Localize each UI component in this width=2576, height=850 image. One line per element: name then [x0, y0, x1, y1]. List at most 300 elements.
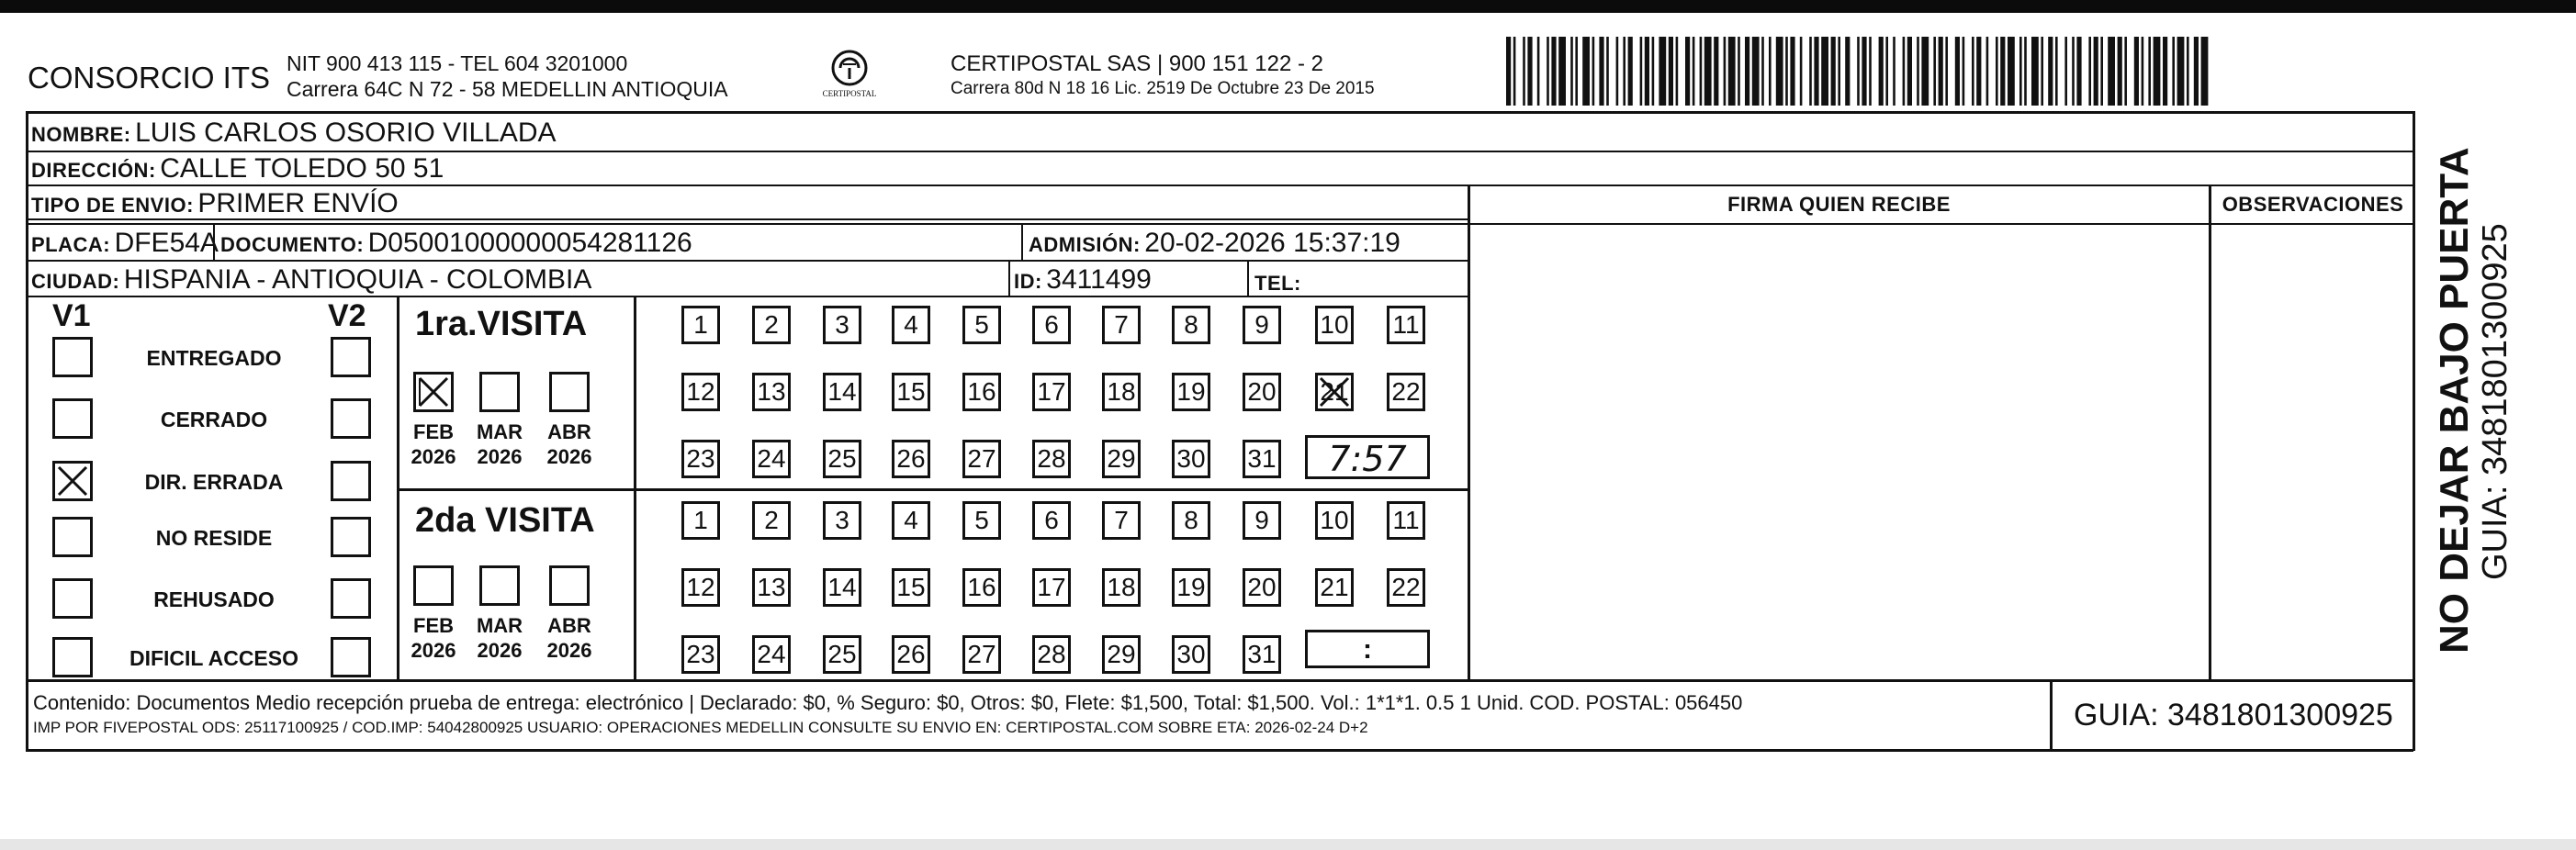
v2-checkbox[interactable] — [331, 637, 371, 677]
day-box[interactable] — [752, 501, 791, 540]
month-name: MAR — [476, 614, 523, 637]
barcode-bar — [2100, 37, 2103, 106]
barcode-bar — [1814, 37, 1818, 106]
nombre-value: LUIS CARLOS OSORIO VILLADA — [135, 117, 557, 148]
barcode-bar — [2072, 37, 2075, 106]
day-box[interactable] — [1172, 501, 1210, 540]
day-box[interactable] — [681, 306, 720, 344]
frame-top — [26, 111, 2413, 114]
v1-checkbox[interactable] — [52, 517, 93, 557]
barcode-bar — [1728, 37, 1736, 106]
day-number: 3 — [835, 506, 849, 534]
barcode-bar — [1963, 37, 1965, 106]
barcode-bar — [1939, 37, 1943, 106]
ciudad-label: CIUDAD: — [31, 270, 120, 293]
top-scan-band — [0, 0, 2576, 13]
month-checkbox[interactable] — [413, 372, 454, 412]
day-box[interactable] — [823, 635, 861, 674]
visit2-time-box[interactable] — [1305, 630, 1430, 668]
day-box[interactable] — [1387, 501, 1425, 540]
day-box[interactable] — [892, 306, 930, 344]
v2-checkbox[interactable] — [331, 337, 371, 377]
day-number: 6 — [1044, 506, 1059, 534]
day-number: 10 — [1320, 310, 1349, 339]
barcode-bar — [1558, 37, 1566, 106]
status-label: DIFICIL ACCESO — [129, 646, 298, 670]
day-box[interactable] — [752, 306, 791, 344]
barcode-bar — [1955, 37, 1960, 106]
barcode-bar — [1831, 37, 1836, 106]
barcode-bar — [1506, 37, 1511, 106]
day-number: 27 — [967, 640, 996, 668]
barcode-bar — [1893, 37, 1895, 106]
day-box[interactable] — [1032, 568, 1071, 607]
carrier-name: CERTIPOSTAL SAS | 900 151 122 - 2 — [951, 51, 1323, 76]
day-box[interactable] — [1102, 440, 1141, 478]
barcode-bar — [1921, 37, 1929, 106]
day-box[interactable] — [823, 373, 861, 411]
day-box[interactable] — [823, 440, 861, 478]
placa-cell — [31, 228, 219, 259]
barcode-bar — [1527, 37, 1532, 106]
month-name: ABR — [547, 614, 591, 637]
barcode-bar — [1616, 37, 1619, 106]
row-line — [26, 185, 2413, 186]
direccion-row — [31, 153, 444, 185]
barcode-bar — [1523, 37, 1525, 106]
company-address: Carrera 64C N 72 - 58 MEDELLIN ANTIOQUIA — [287, 77, 728, 101]
barcode-bar — [2187, 37, 2189, 106]
day-box[interactable] — [1243, 568, 1281, 607]
barcode-bar — [1838, 37, 1840, 106]
day-box[interactable] — [892, 373, 930, 411]
day-number: 14 — [827, 573, 857, 601]
day-box[interactable] — [1315, 501, 1354, 540]
day-number: 8 — [1184, 506, 1198, 534]
day-box[interactable] — [1172, 440, 1210, 478]
day-number: 6 — [1044, 310, 1059, 339]
barcode-bar — [1652, 37, 1655, 106]
barcode-bar — [1785, 37, 1788, 106]
day-number: 7 — [1114, 506, 1129, 534]
status-label: CERRADO — [160, 408, 268, 431]
v1-checkbox[interactable] — [52, 578, 93, 619]
barcode-bar — [2041, 37, 2043, 106]
month-year: 2026 — [477, 639, 523, 662]
barcode-bar — [1776, 37, 1783, 106]
day-box[interactable] — [823, 568, 861, 607]
barcode-bar — [1659, 37, 1666, 106]
day-number: 28 — [1037, 640, 1066, 668]
day-number: 16 — [967, 573, 996, 601]
day-box[interactable] — [1032, 373, 1071, 411]
barcode-bar — [1645, 37, 1649, 106]
barcode-bar — [1761, 37, 1764, 106]
barcode-bar — [2148, 37, 2151, 106]
footer-contenido: Contenido: Documentos Medio recepción prueba de entrega: electrónico | Declarado: $0, % Seguro: $0, Otros: $0, Flete: $1,500, Total: $1,500. Vol.: 1*1*1. 0.5 1 Unid. COD. POSTAL: 056450 — [33, 691, 1743, 714]
barcode-bar — [1738, 37, 1740, 106]
day-box[interactable] — [1315, 568, 1354, 607]
month-name: FEB — [413, 614, 454, 637]
day-box[interactable] — [1172, 373, 1210, 411]
barcode-bar — [2108, 37, 2115, 106]
day-number: 12 — [686, 573, 715, 601]
barcode — [1506, 37, 2213, 106]
direccion-label: DIRECCIÓN: — [31, 159, 156, 182]
day-box[interactable] — [892, 568, 930, 607]
day-box[interactable] — [962, 373, 1001, 411]
barcode-bar — [2118, 37, 2122, 106]
side-guia: GUIA: 3481801300925 — [2476, 223, 2514, 580]
barcode-bar — [2124, 37, 2127, 106]
v2-checkbox[interactable] — [331, 398, 371, 439]
v1-checkbox[interactable] — [52, 337, 93, 377]
split-admision — [1021, 223, 1023, 260]
day-box[interactable] — [1172, 306, 1210, 344]
split-tel — [1247, 260, 1249, 296]
v1-checkbox[interactable] — [52, 398, 93, 439]
barcode-bar — [1972, 37, 1974, 106]
col-line-obs — [2209, 186, 2211, 680]
day-box[interactable] — [681, 440, 720, 478]
day-number: 14 — [827, 377, 857, 406]
day-box[interactable] — [823, 306, 861, 344]
day-number: 31 — [1247, 444, 1277, 473]
day-number: 1 — [693, 506, 708, 534]
visit1-title: 1ra.VISITA — [415, 305, 588, 343]
day-box[interactable] — [1387, 568, 1425, 607]
barcode-bar — [1669, 37, 1673, 106]
footer-guia: GUIA: 3481801300925 — [2074, 698, 2393, 733]
day-number: 26 — [896, 640, 926, 668]
barcode-bar — [2019, 37, 2022, 106]
month-label — [542, 613, 597, 663]
barcode-bar — [2076, 37, 2081, 106]
month-checkbox[interactable] — [549, 372, 590, 412]
month-label — [406, 419, 461, 469]
day-box[interactable] — [892, 501, 930, 540]
day-box[interactable] — [823, 501, 861, 540]
barcode-bar — [2154, 37, 2161, 106]
day-box[interactable] — [962, 635, 1001, 674]
barcode-bar — [2008, 37, 2015, 106]
barcode-bar — [1513, 37, 1516, 106]
status-label: ENTREGADO — [146, 346, 282, 370]
day-number: 29 — [1107, 444, 1136, 473]
barcode-bar — [1879, 37, 1884, 106]
barcode-bar — [1986, 37, 1989, 106]
day-box[interactable] — [1102, 306, 1141, 344]
day-number: 27 — [967, 444, 996, 473]
barcode-bar — [1790, 37, 1794, 106]
tipo-label: TIPO DE ENVIO: — [31, 194, 194, 217]
tel-label: TEL: — [1254, 272, 1301, 295]
row-line — [26, 223, 2413, 225]
day-box[interactable] — [752, 635, 791, 674]
barcode-bar — [1623, 37, 1625, 106]
barcode-bar — [2064, 37, 2067, 106]
barcode-bar — [1769, 37, 1772, 106]
placa-label: PLACA: — [31, 233, 111, 256]
day-number: 15 — [896, 377, 926, 406]
day-number: 26 — [896, 444, 926, 473]
day-number: 17 — [1037, 573, 1066, 601]
visit2-time: : — [1363, 634, 1372, 665]
month-name: MAR — [476, 420, 523, 443]
day-number: 29 — [1107, 640, 1136, 668]
firma-header: FIRMA QUIEN RECIBE — [1727, 193, 1951, 216]
v2-checkbox[interactable] — [331, 517, 371, 557]
day-number: 22 — [1391, 573, 1421, 601]
ciudad-cell — [31, 264, 591, 296]
day-number: 3 — [835, 310, 849, 339]
day-number: 21 — [1320, 573, 1349, 601]
frame-bottom — [26, 749, 2413, 752]
barcode-bar — [1570, 37, 1573, 106]
barcode-bar — [1996, 37, 1998, 106]
month-label — [472, 419, 527, 469]
barcode-bar — [1752, 37, 1760, 106]
day-number: 28 — [1037, 444, 1066, 473]
month-label — [472, 613, 527, 663]
month-label — [542, 419, 597, 469]
id-cell — [1014, 264, 1152, 296]
id-value: 3411499 — [1046, 264, 1152, 295]
barcode-bar — [2172, 37, 2175, 106]
day-number: 18 — [1107, 573, 1136, 601]
day-number: 24 — [757, 640, 786, 668]
v1-checkbox[interactable] — [52, 461, 93, 501]
visit1-time: 7:57 — [1328, 439, 1407, 479]
day-box[interactable] — [681, 373, 720, 411]
month-year: 2026 — [546, 445, 592, 468]
day-box[interactable] — [962, 440, 1001, 478]
row-line — [26, 679, 2413, 682]
nombre-label: NOMBRE: — [31, 123, 131, 146]
day-number: 10 — [1320, 506, 1349, 534]
certipostal-logo — [817, 48, 882, 103]
bottom-scan-edge — [0, 839, 2576, 850]
day-number: 19 — [1176, 377, 1206, 406]
observaciones-header: OBSERVACIONES — [2222, 193, 2404, 216]
month-year: 2026 — [411, 445, 456, 468]
day-box[interactable] — [962, 501, 1001, 540]
barcode-bar — [2177, 37, 2185, 106]
barcode-bar — [1575, 37, 1578, 106]
month-label — [406, 613, 461, 663]
barcode-bar — [1869, 37, 1872, 106]
day-box[interactable] — [1387, 373, 1425, 411]
month-year: 2026 — [477, 445, 523, 468]
barcode-bar — [2000, 37, 2005, 106]
day-box[interactable] — [892, 440, 930, 478]
day-box[interactable] — [1315, 306, 1354, 344]
day-box[interactable] — [1102, 373, 1141, 411]
company-nit: NIT 900 413 115 - TEL 604 3201000 — [287, 51, 628, 75]
barcode-bar — [1551, 37, 1556, 106]
placa-value: DFE54A — [114, 228, 219, 258]
status-label: DIR. ERRADA — [144, 470, 284, 494]
barcode-bar — [2201, 37, 2209, 106]
day-box[interactable] — [1243, 373, 1281, 411]
day-number: 5 — [974, 310, 989, 339]
day-box[interactable] — [1243, 306, 1281, 344]
day-box[interactable] — [1032, 440, 1071, 478]
barcode-bar — [2134, 37, 2139, 106]
day-box[interactable] — [1243, 440, 1281, 478]
month-checkbox[interactable] — [549, 565, 590, 606]
documento-cell — [220, 228, 692, 259]
day-box[interactable] — [752, 568, 791, 607]
admision-label: ADMISIÓN: — [1029, 233, 1141, 256]
day-number: 11 — [1392, 310, 1420, 339]
day-box[interactable] — [1102, 635, 1141, 674]
v2-checkbox[interactable] — [331, 461, 371, 501]
day-number: 11 — [1392, 506, 1420, 534]
month-year: 2026 — [546, 639, 592, 662]
direccion-value: CALLE TOLEDO 50 51 — [160, 153, 444, 184]
tipo-row — [31, 188, 399, 219]
day-number: 9 — [1254, 310, 1269, 339]
day-number: 31 — [1247, 640, 1277, 668]
col-line-firma — [1468, 186, 1470, 680]
day-box[interactable] — [752, 373, 791, 411]
day-box[interactable] — [1172, 568, 1210, 607]
barcode-bar — [1809, 37, 1812, 106]
day-number: 30 — [1176, 444, 1206, 473]
month-name: FEB — [413, 420, 454, 443]
barcode-bar — [1917, 37, 1919, 106]
barcode-bar — [1745, 37, 1749, 106]
status-label: REHUSADO — [153, 587, 275, 611]
day-number: 23 — [686, 640, 715, 668]
day-number: 9 — [1254, 506, 1269, 534]
day-number: 4 — [904, 506, 918, 534]
day-box[interactable] — [1102, 568, 1141, 607]
barcode-bar — [1704, 37, 1712, 106]
visit1-time-box[interactable] — [1305, 435, 1430, 479]
barcode-bar — [1693, 37, 1695, 106]
barcode-bar — [2094, 37, 2098, 106]
day-box[interactable] — [1172, 635, 1210, 674]
day-box[interactable] — [681, 635, 720, 674]
check-x-icon — [55, 464, 90, 498]
day-number: 20 — [1247, 377, 1277, 406]
day-number: 24 — [757, 444, 786, 473]
v1-checkbox[interactable] — [52, 637, 93, 677]
carrier-license: Carrera 80d N 18 16 Lic. 2519 De Octubre 23 De 2015 — [951, 79, 1375, 98]
id-label: ID: — [1014, 270, 1042, 293]
barcode-bar — [1845, 37, 1850, 106]
barcode-bar — [1700, 37, 1703, 106]
day-box[interactable] — [681, 568, 720, 607]
barcode-bar — [1903, 37, 1906, 106]
barcode-bar — [1800, 37, 1803, 106]
day-box[interactable] — [962, 568, 1001, 607]
barcode-bar — [1685, 37, 1690, 106]
day-box[interactable] — [752, 440, 791, 478]
day-box[interactable] — [962, 306, 1001, 344]
barcode-bar — [2163, 37, 2167, 106]
day-number: 30 — [1176, 640, 1206, 668]
tel-cell — [1254, 266, 1301, 297]
day-number: 4 — [904, 310, 918, 339]
v2-checkbox[interactable] — [331, 578, 371, 619]
barcode-bar — [2088, 37, 2091, 106]
day-number: 15 — [896, 573, 926, 601]
day-number: 23 — [686, 444, 715, 473]
day-box[interactable] — [1032, 501, 1071, 540]
day-number: 25 — [827, 640, 857, 668]
barcode-bar — [1592, 37, 1595, 106]
barcode-bar — [1582, 37, 1590, 106]
company-name: CONSORCIO ITS — [28, 61, 271, 95]
day-number: 13 — [757, 573, 786, 601]
day-box[interactable] — [1243, 501, 1281, 540]
day-box[interactable] — [1243, 635, 1281, 674]
barcode-bar — [1676, 37, 1679, 106]
day-number: 12 — [686, 377, 715, 406]
logo-wordmark: CERTIPOSTAL — [822, 89, 877, 98]
barcode-bar — [1976, 37, 1981, 106]
day-number: 18 — [1107, 377, 1136, 406]
month-checkbox[interactable] — [479, 372, 520, 412]
day-number: 16 — [967, 377, 996, 406]
ciudad-value: HISPANIA - ANTIOQUIA - COLOMBIA — [123, 264, 592, 295]
frame-left — [26, 111, 28, 751]
day-number: 25 — [827, 444, 857, 473]
day-box[interactable] — [1032, 635, 1071, 674]
check-x-icon — [416, 375, 451, 409]
barcode-bar — [1907, 37, 1912, 106]
day-box[interactable] — [681, 501, 720, 540]
month-checkbox[interactable] — [479, 565, 520, 606]
day-number: 17 — [1037, 377, 1066, 406]
admision-cell — [1029, 228, 1400, 259]
tipo-value: PRIMER ENVÍO — [197, 188, 399, 218]
documento-label: DOCUMENTO: — [220, 233, 365, 256]
day-box[interactable] — [1102, 501, 1141, 540]
frame-right — [2413, 111, 2415, 751]
col-line-guia — [2050, 680, 2053, 751]
day-number: 8 — [1184, 310, 1198, 339]
status-label: NO RESIDE — [155, 526, 273, 550]
row-line — [26, 151, 2413, 152]
day-box[interactable] — [892, 635, 930, 674]
month-name: ABR — [547, 420, 591, 443]
barcode-bar — [1628, 37, 1633, 106]
day-number: 5 — [974, 506, 989, 534]
day-box[interactable] — [1315, 373, 1354, 411]
barcode-bar — [2048, 37, 2053, 106]
barcode-bar — [1547, 37, 1549, 106]
barcode-bar — [1606, 37, 1609, 106]
barcode-bar — [1821, 37, 1828, 106]
barcode-bar — [1724, 37, 1727, 106]
footer-imp: IMP POR FIVEPOSTAL ODS: 25117100925 / COD.IMP: 54042800925 USUARIO: OPERACIONES MEDELLIN CONSULTE SU ENVIO EN: CERTIPOSTAL.COM SOBRE ETA: 2026-02-24 D+2 — [33, 719, 1368, 736]
month-checkbox[interactable] — [413, 565, 454, 606]
day-number: 21 — [1320, 377, 1349, 406]
day-box[interactable] — [1032, 306, 1071, 344]
v2-label: V2 — [328, 298, 366, 333]
documento-value: D05001000000054281126 — [367, 228, 692, 258]
day-number: 1 — [693, 310, 708, 339]
day-number: 7 — [1114, 310, 1129, 339]
v1-label: V1 — [52, 298, 91, 333]
day-box[interactable] — [1387, 306, 1425, 344]
day-number: 20 — [1247, 573, 1277, 601]
day-number: 19 — [1176, 573, 1206, 601]
